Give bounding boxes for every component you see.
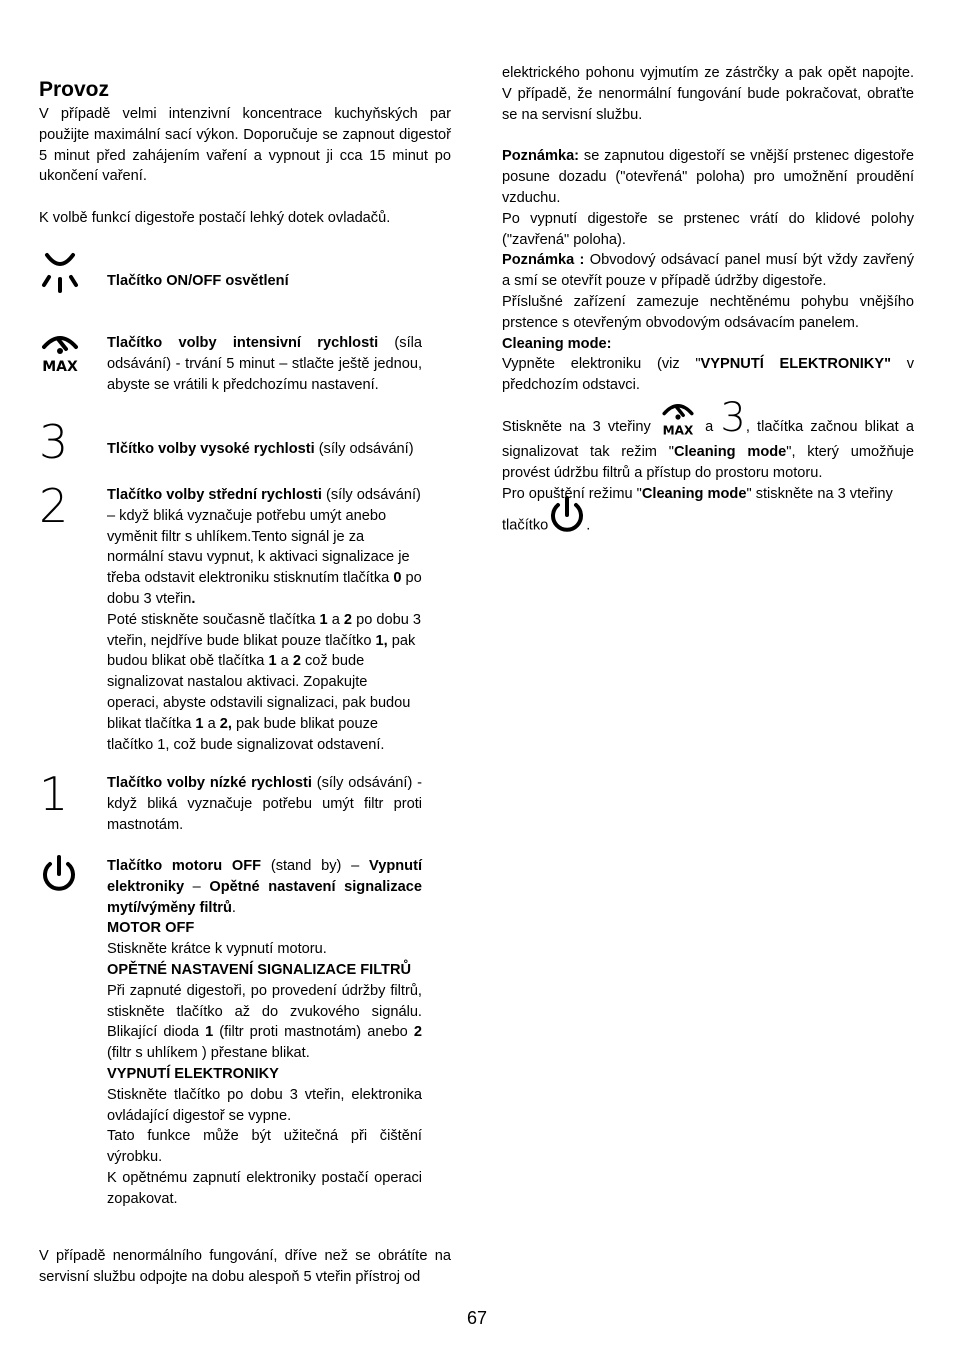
speed3-description: Tlčítko volby vysoké rychlosti (síly odsávání) bbox=[107, 440, 414, 457]
left-column bbox=[39, 78, 451, 1288]
speed2-icon: 2 bbox=[39, 478, 69, 533]
off-description: Tlačítko motoru OFF (stand by) – Vypnutí elektroniky – Opětné nastavení signalizace mytí/výměny filtrů. bbox=[107, 857, 423, 916]
max-speed-icon bbox=[658, 398, 698, 443]
note-1: Poznámka: se zapnutou digestoří se vnější prstenec digestoře posune dozadu ("otevřená" poloha) pro umožnění proudění vzduchu. bbox=[502, 148, 914, 206]
speed2-description: Tlačítko volby střední rychlosti (síly odsávání) – když bliká vyznačuje potřebu umýt anebo vyměnit filtr s uhlíkem.Tento signál je za normální stavu vypnut, k aktivaci signalizace je třeba odstavit elektroniku stisknutím tlačítka 0 po dobu 3 vteřin. bbox=[107, 486, 422, 607]
note-3: Příslušné zařízení zamezuje nechtěnému pohybu vnějšího prstence s otevřeným obvodovým odsávacím panelem. bbox=[502, 293, 914, 331]
max-button-row bbox=[39, 333, 422, 431]
light-icon bbox=[39, 251, 81, 300]
intro-paragraph: V případě velmi intenzivní koncentrace kuchyňských par použijte maximální sací výkon. Doporučuje se zapnout digestoř 5 minut před zahájením vaření a vypnout ji cca 15 minut po ukončení vaření. bbox=[39, 106, 451, 185]
cleaning-note: Tato funkce může být užitečná při čištění výrobku. bbox=[107, 1128, 422, 1166]
speed1-description: Tlačítko volby nízké rychlosti (síly odsávání) - když bliká vyznačuje potřebu umýt filtr proti mastnotám. bbox=[107, 774, 422, 833]
power-icon bbox=[40, 854, 78, 901]
page-number: 67 bbox=[466, 1308, 488, 1328]
svg-text:MAX: MAX bbox=[42, 358, 78, 373]
page-title: Provoz bbox=[39, 78, 110, 101]
speed1-button-row bbox=[39, 766, 422, 856]
speed3-icon: 3 bbox=[720, 394, 746, 441]
note-2: Poznámka : Obvodový odsávací panel musí být vždy zavřený a smí se otevřít pouze v případě údržby digestoře. bbox=[502, 252, 914, 290]
cleaning-mode-step-3b: tlačítko . bbox=[502, 509, 914, 542]
restart-note: K opětnému zapnutí elektroniky postačí operaci zopakovat. bbox=[107, 1169, 422, 1207]
svg-text:MAX: MAX bbox=[662, 422, 694, 436]
speed3-button-row bbox=[39, 414, 451, 485]
off-button-row bbox=[39, 856, 422, 1246]
right-column bbox=[502, 63, 914, 542]
continued-paragraph: elektrického pohonu vyjmutím ze zástrčky a pak opět napojte. V případě, že nenormální fungování bude pokračovat, obraťte se na servisní službu. bbox=[502, 65, 914, 123]
cleaning-mode-heading: Cleaning mode: bbox=[502, 335, 612, 352]
cleaning-mode-step-2: Stiskněte na 3 vteřiny MAX a 3, tlačítka začnou blikat a signalizovat tak režim "Cleaning mode", který umožňuje provést údržbu filtrů a přístup do prostoru motoru. bbox=[502, 394, 914, 482]
light-button-row bbox=[39, 271, 451, 333]
filter-reset-text: Při zapnuté digestoři, po provedení údržby filtrů, stiskněte tlačítko až do zvukového signálu. Blikající dioda 1 (filtr proti mastnotám) anebo 2 (filtr s uhlíkem ) přestane blikat. bbox=[107, 982, 422, 1062]
speed2-button-row bbox=[39, 478, 422, 773]
power-icon bbox=[548, 495, 586, 542]
electronics-off-text: Stiskněte tlačítko po dobu 3 vteřin, elektronika ovládající digestoř se vypne. bbox=[107, 1086, 422, 1124]
touch-paragraph: K volbě funkcí digestoře postačí lehký dotek ovladačů. bbox=[39, 210, 391, 227]
cleaning-mode-step-3: Pro opuštění režimu "Cleaning mode" stiskněte na 3 vteřiny bbox=[502, 486, 893, 503]
light-label: Tlačítko ON/OFF osvětlení bbox=[107, 272, 289, 289]
motor-off-heading: MOTOR OFF bbox=[107, 920, 195, 937]
speed3-icon: 3 bbox=[39, 414, 69, 469]
abnormal-paragraph: V případě nenormálního fungování, dříve než se obrátíte na servisní službu odpojte na dobu alespoň 5 vteřin přístroj od bbox=[39, 1247, 451, 1285]
max-speed-icon bbox=[39, 329, 81, 380]
speed2-description-2: Poté stiskněte současně tlačítka 1 a 2 po dobu 3 vteřin, nejdříve bude blikat pouze tlačítko 1, pak budou blikat obě tlačítka 1 a 2 což bude signalizovat nastalou aktivaci. Zopakujte operaci, abyste odstavili signalizaci, pak budou blikat tlačítka 1 a 2, pak bude blikat pouze tlačítko 1, což bude signalizovat odstavení. bbox=[107, 611, 422, 753]
note-1b: Po vypnutí digestoře se prstenec vrátí do klidové polohy ("zavřená" poloha). bbox=[502, 210, 914, 248]
cleaning-mode-step-1: Vypněte elektroniku (viz "VYPNUTÍ ELEKTRONIKY" v předchozím odstavci. bbox=[502, 356, 915, 394]
filter-reset-heading: OPĚTNÉ NASTAVENÍ SIGNALIZACE FILTRŮ bbox=[107, 961, 412, 978]
motor-off-text: Stiskněte krátce k vypnutí motoru. bbox=[107, 941, 327, 958]
electronics-off-heading: VYPNUTÍ ELEKTRONIKY bbox=[107, 1065, 279, 1082]
max-description: Tlačítko volby intensivní rychlosti (síla odsávání) - trvání 5 minut – stlačte ještě jednou, abyste se vrátili k předchozímu nastavení. bbox=[107, 334, 422, 393]
speed1-icon: 1 bbox=[39, 766, 69, 821]
